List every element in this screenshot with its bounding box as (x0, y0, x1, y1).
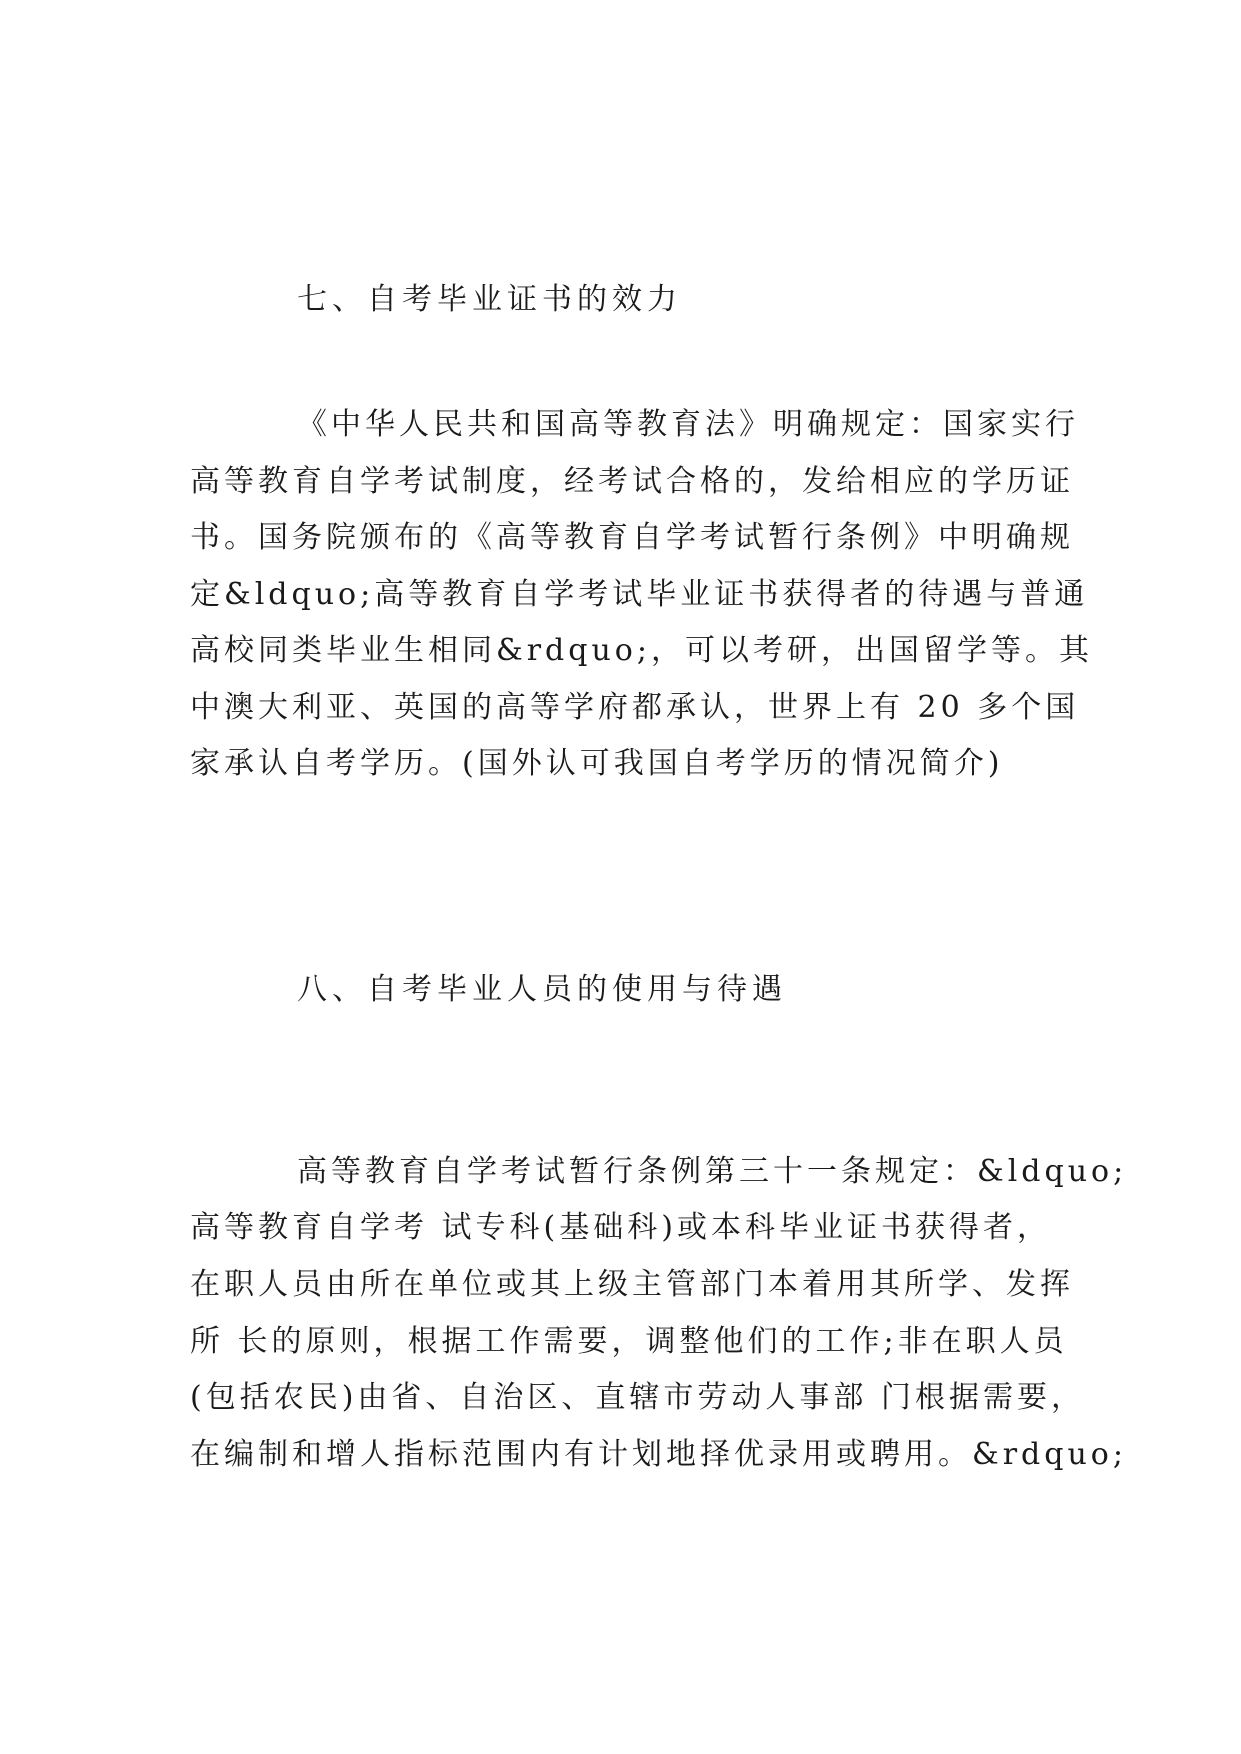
paragraph-line: 书。国务院颁布的《高等教育自学考试暂行条例》中明确规 (190, 520, 1074, 555)
paragraph-line: (包括农民)由省、自治区、直辖市劳动人事部 门根据需要， (190, 1380, 1085, 1415)
paragraph-line: 定&ldquo;高等教育自学考试毕业证书获得者的待遇与普通 (190, 577, 1089, 612)
paragraph-line: 在职人员由所在单位或其上级主管部门本着用其所学、发挥 (190, 1267, 1074, 1302)
paragraph-line: 高等教育自学考试制度，经考试合格的，发给相应的学历证 (190, 464, 1074, 499)
section-heading-8: 八、自考毕业人员的使用与待遇 (297, 972, 787, 1007)
paragraph-line: 家承认自考学历。(国外认可我国自考学历的情况简介) (190, 746, 1004, 781)
section-heading-7: 七、自考毕业证书的效力 (297, 282, 682, 317)
paragraph-line: 所 长的原则，根据工作需要，调整他们的工作;非在职人员 (190, 1324, 1068, 1359)
paragraph-line: 高等教育自学考试暂行条例第三十一条规定：&ldquo; (297, 1154, 1128, 1189)
paragraph-line: 高校同类毕业生相同&rdquo;，可以考研，出国留学等。其 (190, 633, 1093, 668)
paragraph-line: 在编制和增人指标范围内有计划地择优录用或聘用。&rdquo; (190, 1437, 1127, 1472)
paragraph-line: 高等教育自学考 试专科(基础科)或本科毕业证书获得者， (190, 1210, 1051, 1245)
paragraph-line: 中澳大利亚、英国的高等学府都承认，世界上有 20 多个国 (190, 690, 1080, 725)
paragraph-line: 《中华人民共和国高等教育法》明确规定：国家实行 (297, 407, 1079, 442)
